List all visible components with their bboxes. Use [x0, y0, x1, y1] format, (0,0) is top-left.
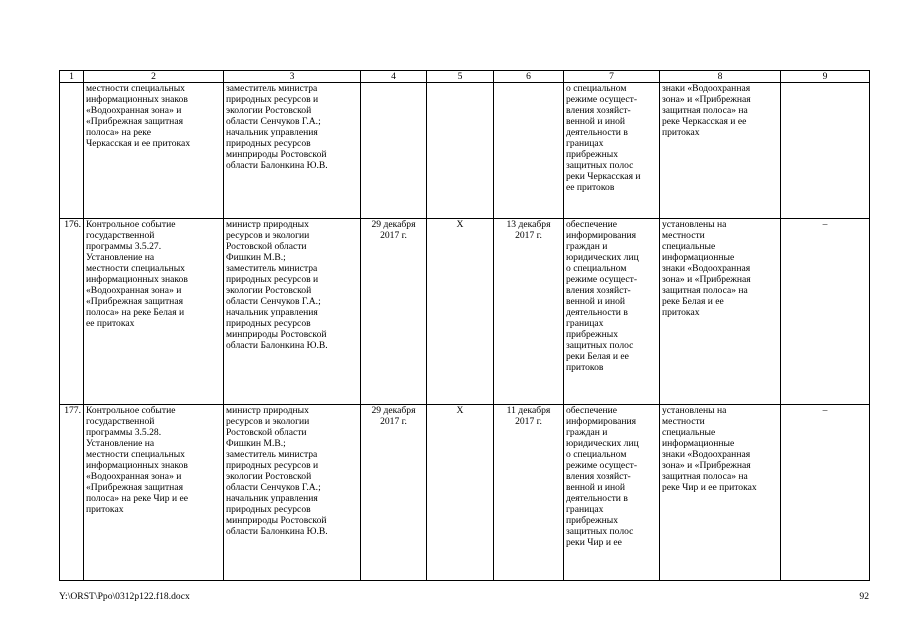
cell-text-line: начальник управления	[226, 493, 318, 504]
cell-text-line: 2017 г.	[380, 416, 407, 427]
cell-text-line: минприроды Ростовской	[226, 329, 327, 340]
cell-text-line: деятельности в	[566, 307, 628, 318]
column-header: 9	[781, 71, 870, 83]
row-number-cell: 177.	[60, 405, 84, 581]
cell-text-line: Ростовской области	[226, 427, 307, 438]
cell-text-line: 2017 г.	[515, 416, 542, 427]
footer-page-number: 92	[859, 591, 869, 602]
cell-text-line: режиме осущест-	[566, 94, 638, 105]
cell-text-line: местности специальных	[86, 449, 185, 460]
cell-text-line: юридических лиц	[566, 438, 639, 449]
cell-text-line: вления хозяйст-	[566, 285, 631, 296]
cell-text-line: вления хозяйст-	[566, 471, 631, 482]
cell-text-line: защитная полоса» на	[662, 105, 748, 116]
table-cell-c2	[84, 405, 224, 581]
cell-text-line: реке Черкасская и ее	[662, 116, 747, 127]
cell-text-line: государственной	[86, 416, 155, 427]
cell-text-line: области Сенчуков Г.А.;	[226, 482, 321, 493]
row-number-cell	[60, 83, 84, 219]
cell-text-line: знаки «Водоохранная	[662, 263, 751, 274]
cell-text-line: природных ресурсов и	[226, 94, 319, 105]
cell-text-line: программы 3.5.27.	[86, 241, 162, 252]
cell-text-line: министр природных	[226, 405, 309, 416]
table-row	[60, 405, 870, 581]
cell-text-line: природных ресурсов и	[226, 460, 319, 471]
cell-text-line: венной и иной	[566, 482, 626, 493]
cell-text-line: зона» и «Прибрежная	[662, 94, 751, 105]
table-cell-c3	[224, 219, 361, 405]
cell-text-line: о специальном	[566, 449, 627, 460]
table-cell-c3	[224, 83, 361, 219]
cell-text-line: притоках	[662, 307, 700, 318]
cell-text-line: информирования	[566, 416, 637, 427]
table-cell-c6	[494, 405, 564, 581]
cell-text-line: режиме осущест-	[566, 274, 638, 285]
cell-text-line: Фишкин М.В.;	[226, 438, 286, 449]
cell-text-line: министр природных	[226, 219, 309, 230]
cell-text-line: 29 декабря	[371, 405, 416, 416]
table-cell-c6	[494, 219, 564, 405]
cell-text-line: ресурсов и экологии	[226, 230, 310, 241]
cell-text-line: деятельности в	[566, 127, 628, 138]
cell-text-line: программы 3.5.28.	[86, 427, 162, 438]
cell-text-line: полоса» на реке	[86, 127, 151, 138]
cell-text-line: защитная полоса» на	[662, 285, 748, 296]
column-header: 2	[84, 71, 224, 83]
cell-text-line: о специальном	[566, 83, 627, 94]
cell-text-line: граждан и	[566, 427, 608, 438]
cell-text-line: области Балонкина Ю.В.	[226, 160, 328, 171]
cell-text-line: заместитель министра	[226, 263, 318, 274]
cell-text-line: «Прибрежная защитная	[86, 482, 183, 493]
table-cell-c4	[361, 405, 427, 581]
cell-text-line: местности специальных	[86, 83, 185, 94]
cell-text-line: экологии Ростовской	[226, 105, 312, 116]
cell-text-line: прибрежных	[566, 515, 619, 526]
column-header: 5	[427, 71, 494, 83]
cell-text-line: деятельности в	[566, 493, 628, 504]
cell-text-line: реки Чир и ее	[566, 537, 622, 548]
table-cell-c5: Х	[427, 219, 494, 405]
cell-text-line: граждан и	[566, 241, 608, 252]
table-cell-c6	[494, 83, 564, 219]
cell-text-line: области Балонкина Ю.В.	[226, 526, 328, 537]
cell-text-line: прибрежных	[566, 329, 619, 340]
header-row	[60, 71, 870, 83]
table-cell-c8	[660, 219, 781, 405]
cell-text-line: Установление на	[86, 438, 155, 449]
cell-text-line: венной и иной	[566, 296, 626, 307]
cell-text-line: ее притоков	[566, 182, 615, 193]
cell-text-line: зона» и «Прибрежная	[662, 460, 751, 471]
table-cell-c8	[660, 405, 781, 581]
footer-file-path: Y:\ORST\Ppo\0312p122.f18.docx	[59, 591, 190, 602]
cell-text-line: информационные	[662, 252, 735, 263]
cell-text-line: зона» и «Прибрежная	[662, 274, 751, 285]
table-row	[60, 219, 870, 405]
cell-text-line: местности	[662, 416, 705, 427]
document-table	[59, 70, 870, 581]
cell-text-line: Ростовской области	[226, 241, 307, 252]
cell-text-line: 29 декабря	[371, 219, 416, 230]
cell-text-line: минприроды Ростовской	[226, 515, 327, 526]
cell-text-line: Черкасская и ее притоках	[86, 138, 191, 149]
table-cell-c9: –	[781, 219, 870, 405]
cell-text-line: природных ресурсов	[226, 138, 311, 149]
table-cell-c8	[660, 83, 781, 219]
cell-text-line: местности	[662, 230, 705, 241]
cell-text-line: вления хозяйст-	[566, 105, 631, 116]
table-cell-c2	[84, 83, 224, 219]
table-cell-c5	[427, 83, 494, 219]
cell-text-line: 2017 г.	[380, 230, 407, 241]
cell-text-line: местности специальных	[86, 263, 185, 274]
cell-text-line: информирования	[566, 230, 637, 241]
cell-text-line: заместитель министра	[226, 449, 318, 460]
cell-text-line: притоков	[566, 362, 604, 373]
cell-text-line: «Водоохранная зона» и	[86, 471, 182, 482]
table-cell-c7	[564, 219, 660, 405]
table-cell-c9: –	[781, 405, 870, 581]
cell-text-line: защитных полос	[566, 526, 634, 537]
table-cell-c7	[564, 405, 660, 581]
column-header: 3	[224, 71, 361, 83]
cell-text-line: информационных знаков	[86, 460, 188, 471]
cell-text-line: природных ресурсов	[226, 318, 311, 329]
cell-text-line: «Водоохранная зона» и	[86, 105, 182, 116]
cell-text-line: реке Чир и ее притоках	[662, 482, 757, 493]
cell-text-line: специальные	[662, 427, 716, 438]
cell-text-line: притоках	[662, 127, 700, 138]
cell-text-line: минприроды Ростовской	[226, 149, 327, 160]
cell-text-line: защитных полос	[566, 340, 634, 351]
table-cell-c2	[84, 219, 224, 405]
cell-text-line: «Прибрежная защитная	[86, 296, 183, 307]
table-cell-c4	[361, 219, 427, 405]
cell-text-line: начальник управления	[226, 307, 318, 318]
cell-text-line: природных ресурсов	[226, 504, 311, 515]
cell-text-line: обеспечение	[566, 405, 618, 416]
cell-text-line: Контрольное событие	[86, 405, 176, 416]
cell-text-line: о специальном	[566, 263, 627, 274]
cell-text-line: реки Белая и ее	[566, 351, 629, 362]
cell-text-line: установлены на	[662, 405, 727, 416]
table-cell-c7	[564, 83, 660, 219]
table-cell-c3	[224, 405, 361, 581]
cell-text-line: границах	[566, 504, 604, 515]
table-cell-c9	[781, 83, 870, 219]
cell-text-line: Фишкин М.В.;	[226, 252, 286, 263]
column-header: 7	[564, 71, 660, 83]
cell-text-line: 2017 г.	[515, 230, 542, 241]
cell-text-line: обеспечение	[566, 219, 618, 230]
table-row	[60, 83, 870, 219]
row-number-cell: 176.	[60, 219, 84, 405]
cell-text-line: границах	[566, 138, 604, 149]
column-header: 4	[361, 71, 427, 83]
cell-text-line: защитных полос	[566, 160, 634, 171]
table-cell-c4	[361, 83, 427, 219]
cell-text-line: экологии Ростовской	[226, 471, 312, 482]
cell-text-line: «Прибрежная защитная	[86, 116, 183, 127]
cell-text-line: режиме осущест-	[566, 460, 638, 471]
cell-text-line: области Сенчуков Г.А.;	[226, 296, 321, 307]
cell-text-line: информационные	[662, 438, 735, 449]
cell-text-line: экологии Ростовской	[226, 285, 312, 296]
column-header: 6	[494, 71, 564, 83]
column-header: 8	[660, 71, 781, 83]
cell-text-line: венной и иной	[566, 116, 626, 127]
cell-text-line: государственной	[86, 230, 155, 241]
cell-text-line: Установление на	[86, 252, 155, 263]
cell-text-line: знаки «Водоохранная	[662, 83, 751, 94]
cell-text-line: области Сенчуков Г.А.;	[226, 116, 321, 127]
cell-text-line: природных ресурсов и	[226, 274, 319, 285]
table-cell-c5: Х	[427, 405, 494, 581]
cell-text-line: реки Черкасская и	[566, 171, 641, 182]
cell-text-line: 11 декабря	[506, 405, 551, 416]
column-header: 1	[60, 71, 84, 83]
cell-text-line: Контрольное событие	[86, 219, 176, 230]
cell-text-line: начальник управления	[226, 127, 318, 138]
cell-text-line: специальные	[662, 241, 716, 252]
cell-text-line: знаки «Водоохранная	[662, 449, 751, 460]
cell-text-line: ее притоках	[86, 318, 135, 329]
cell-text-line: ресурсов и экологии	[226, 416, 310, 427]
cell-text-line: 13 декабря	[506, 219, 551, 230]
cell-text-line: защитная полоса» на	[662, 471, 748, 482]
cell-text-line: притоках	[86, 504, 124, 515]
cell-text-line: реке Белая и ее	[662, 296, 724, 307]
cell-text-line: области Балонкина Ю.В.	[226, 340, 328, 351]
cell-text-line: полоса» на реке Чир и ее	[86, 493, 188, 504]
cell-text-line: юридических лиц	[566, 252, 639, 263]
cell-text-line: информационных знаков	[86, 274, 188, 285]
cell-text-line: полоса» на реке Белая и	[86, 307, 185, 318]
cell-text-line: информационных знаков	[86, 94, 188, 105]
cell-text-line: «Водоохранная зона» и	[86, 285, 182, 296]
cell-text-line: границах	[566, 318, 604, 329]
cell-text-line: установлены на	[662, 219, 727, 230]
cell-text-line: заместитель министра	[226, 83, 318, 94]
cell-text-line: прибрежных	[566, 149, 619, 160]
table-body	[60, 71, 870, 581]
